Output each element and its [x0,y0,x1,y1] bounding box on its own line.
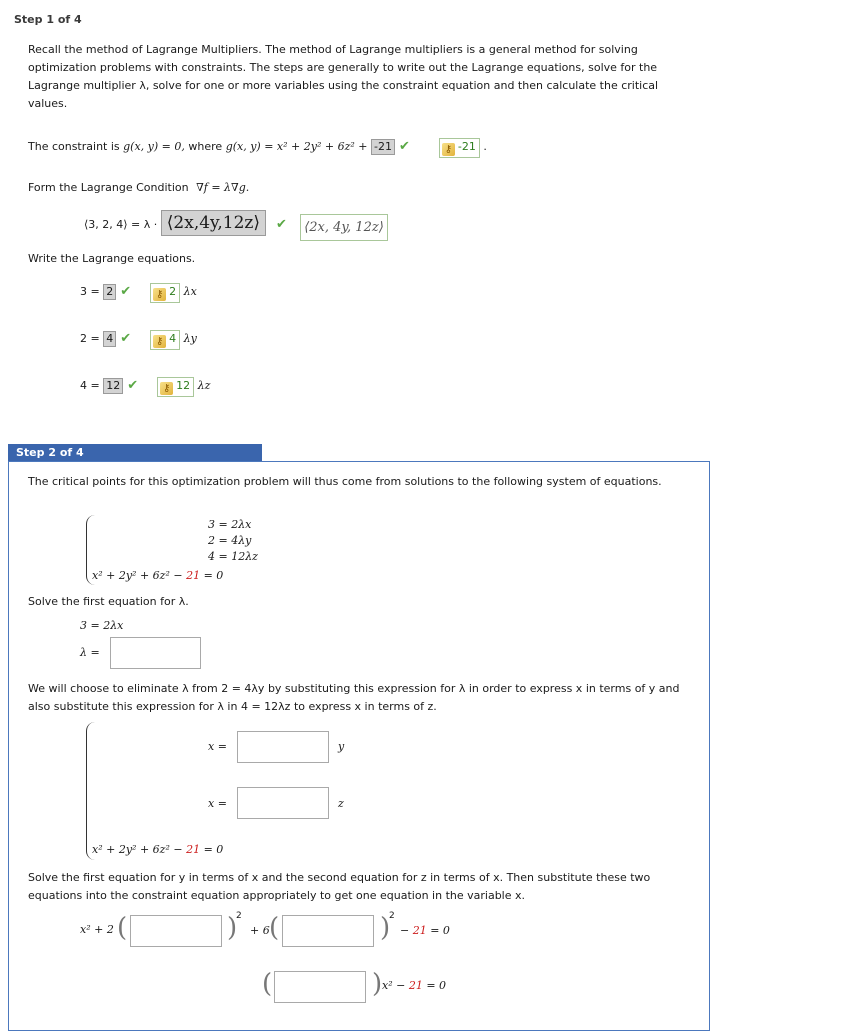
eq3-answer[interactable]: 12 [103,378,123,394]
key-icon: ⚷ [153,288,166,301]
gradient-line [84,210,287,238]
x-eq1-lhs: x = [208,740,227,753]
eq2-answer[interactable]: 4 [103,331,116,347]
eq2-lhs: 2 = [80,332,100,345]
key-icon: ⚷ [442,143,455,156]
x-eq2-lhs: x = [208,797,227,810]
step1-title: Step 1 of 4 [14,13,82,26]
eq3-lhs: 4 = [80,379,100,392]
grad-answer-key[interactable]: ⟨2x, 4y, 12z⟩ [300,214,388,241]
sys-eq3: 4 = 12λz [208,550,258,563]
system-brace-2 [86,722,95,860]
eq3-answer-key[interactable]: ⚷ 12 [157,377,194,397]
eq3-var: λz [197,379,211,392]
sys-b-eq4: x² + 2y² + 6z² − 21 = 0 [92,843,224,856]
lambda-lhs: λ = [80,646,100,659]
form-line [28,181,249,194]
sub-tail: − 21 = 0 [400,924,450,937]
eliminate-text: We will choose to eliminate λ from 2 = 4λy by substituting this expression for λ in order to express x in terms of y and also substitute this expression for λ in 4 = 12λz to express x in terms of z. [28,682,680,713]
x-eq1-var: y [338,740,345,753]
sub-mid: + 6 [250,924,270,937]
key-icon: ⚷ [153,335,166,348]
sys-eq2: 2 = 4λy [208,534,252,547]
step2-title: Step 2 of 4 [8,444,262,461]
solve-first-label: Solve the first equation for λ. [28,595,189,608]
step2-intro: The critical points for this optimization problem will thus come from solutions to the following system of equations. [28,475,662,488]
right-paren-icon: ) [372,969,383,999]
check-icon: ✔ [398,139,410,154]
constraint-line [28,138,487,158]
eq1-lhs: 3 = [80,285,100,298]
constraint-expr: g(x, y) = x² + 2y² + 6z² + [225,140,368,153]
grad-lhs: ⟨3, 2, 4⟩ = λ · [84,218,158,231]
eq2-answer-key[interactable]: ⚷ 4 [150,330,180,350]
constraint-answer[interactable]: -21 [371,139,395,155]
solve-second-text: Solve the first equation for y in terms of x and the second equation for z in terms of x. Then substitute these two equations into the constraint equation appropriately to get one equation in the variable x. [28,871,651,902]
sys-eq1: 3 = 2λx [208,518,252,531]
constraint-where: where [188,140,223,153]
lagrange-eq1 [80,283,197,303]
x-coefficient-input[interactable] [274,971,366,1003]
left-paren-icon: ( [262,969,273,999]
constraint-end: . [483,140,487,153]
sub-prefix: x² + 2 [80,923,114,936]
lagrange-eq2 [80,330,197,350]
eq1-answer-key[interactable]: ⚷ 2 [150,283,180,303]
constraint-prefix: The constraint is [28,140,120,153]
first-eq: 3 = 2λx [80,619,124,632]
eq2-var: λy [183,332,197,345]
right-paren-icon: ) [227,913,238,943]
lagrange-eq3 [80,377,210,397]
write-label: Write the Lagrange equations. [28,252,196,265]
sub-exp1: 2 [236,911,242,921]
check-icon: ✔ [120,284,132,299]
right-paren-icon: ) [380,913,391,943]
sys-eq4: x² + 2y² + 6z² − 21 = 0 [92,569,224,582]
constraint-answer-key[interactable]: ⚷ -21 [439,138,480,158]
z-sub-input[interactable] [282,915,374,947]
lambda-input[interactable] [110,637,201,669]
eq1-var: λx [183,285,197,298]
left-paren-icon: ( [117,913,128,943]
x-eq2-var: z [338,797,344,810]
form-expr: ∇f = λ∇g. [196,181,250,194]
left-paren-icon: ( [269,913,280,943]
key-icon: ⚷ [160,382,173,395]
check-icon: ✔ [276,217,287,232]
form-label: Form the Lagrange Condition [28,181,189,194]
check-icon: ✔ [127,378,139,393]
x-in-z-input[interactable] [237,787,329,819]
eq1-answer[interactable]: 2 [103,284,116,300]
step1-intro: Recall the method of Lagrange Multipliers. The method of Lagrange multipliers is a general method for solving optimization problems with constraints. The steps are generally to write out the Lagrange equations, solve for the Lagrange multiplier λ, solve for one or more variables using the constraint equation and then calculate the critical values. [28,43,659,110]
check-icon: ✔ [120,331,132,346]
grad-answer[interactable]: ⟨2x,4y,12z⟩ [161,210,266,236]
y-sub-input[interactable] [130,915,222,947]
x-in-y-input[interactable] [237,731,329,763]
constraint-g: g(x, y) = 0, [123,140,185,153]
final-tail: x² − 21 = 0 [382,979,447,992]
sub-exp2: 2 [389,911,395,921]
